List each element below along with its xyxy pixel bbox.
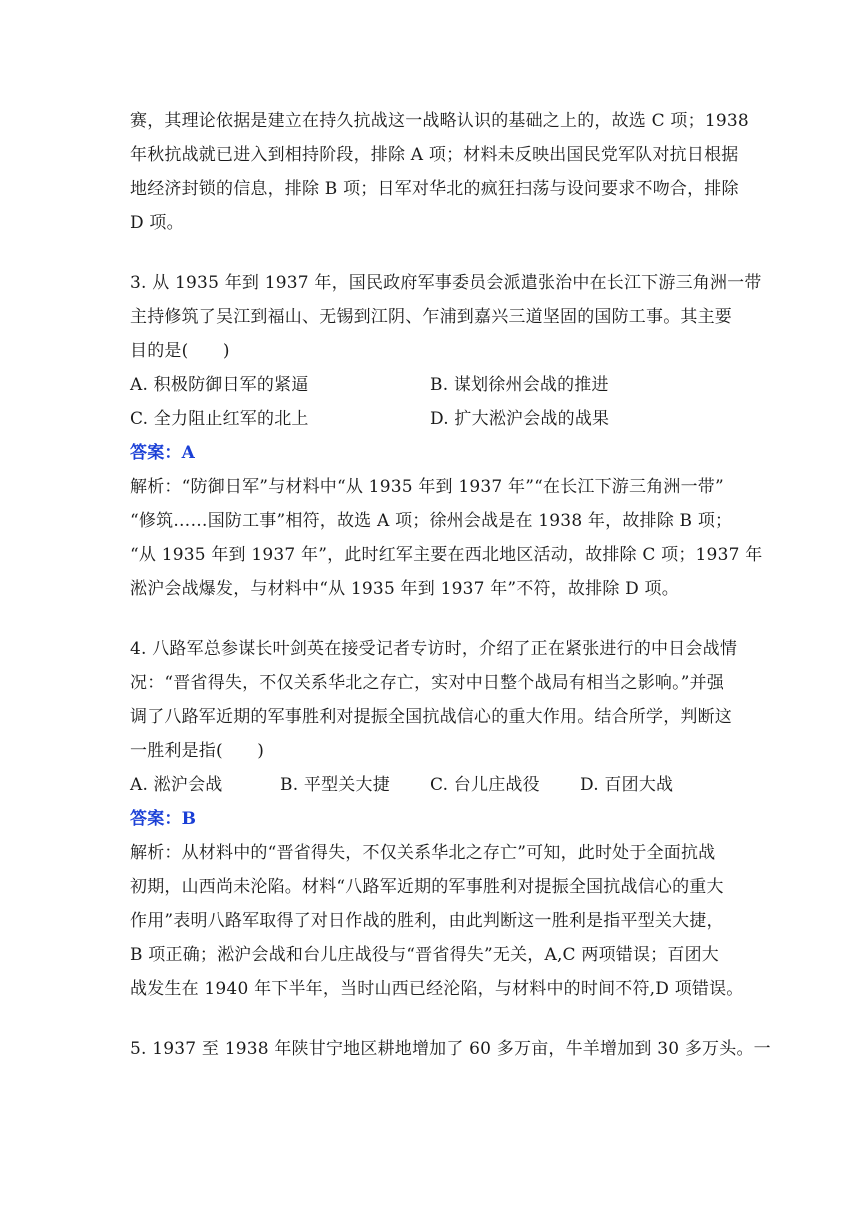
prev-analysis <box>130 104 749 240</box>
question-4 <box>130 632 744 1006</box>
options-row <box>130 402 734 436</box>
answer-label: 答案：B <box>130 809 197 829</box>
option-a: A. 淞沪会战 <box>130 775 223 795</box>
question-stem: 主持修筑了吴江到福山、无锡到江阴、乍浦到嘉兴三道坚固的国防工事。其主要 <box>130 307 732 327</box>
document-page <box>130 104 771 1066</box>
analysis-line: 解析：“防御日军”与材料中“从 1935 年到 1937 年”“在长江下游三角洲一带” <box>130 477 724 497</box>
question-stem: 一胜利是指( ) <box>130 741 265 761</box>
analysis-line: 作用”表明八路军取得了对日作战的胜利，由此判断这一胜利是指平型关大捷， <box>130 911 724 931</box>
analysis-line: 淞沪会战爆发，与材料中“从 1935 年到 1937 年”不符，故排除 D 项。 <box>130 579 679 599</box>
analysis-line: “修筑……国防工事”相符，故选 A 项；徐州会战是在 1938 年，故排除 B 项； <box>130 511 733 531</box>
question-stem: 目的是( ) <box>130 341 230 361</box>
text-line: 年秋抗战就已进入到相持阶段，排除 A 项；材料未反映出国民党军队对抗日根据 <box>130 145 739 165</box>
options-row <box>130 368 734 402</box>
analysis-line: B 项正确；淞沪会战和台儿庄战役与“晋省得失”无关，A,C 两项错误；百团大 <box>130 945 719 965</box>
text-line: D 项。 <box>130 213 184 233</box>
analysis-line: 战发生在 1940 年下半年，当时山西已经沦陷，与材料中的时间不符,D 项错误。 <box>130 979 744 999</box>
option-a: A. 积极防御日军的紧逼 <box>130 375 309 395</box>
question-stem: 调了八路军近期的军事胜利对提振全国抗战信心的重大作用。结合所学，判断这 <box>130 707 732 727</box>
question-stem: 5. 1937 至 1938 年陕甘宁地区耕地增加了 60 多万亩，牛羊增加到 30 多万头。一 <box>130 1039 771 1059</box>
answer-label: 答案：A <box>130 443 195 463</box>
analysis-line: 初期，山西尚未沦陷。材料“八路军近期的军事胜利对提振全国抗战信心的重大 <box>130 877 724 897</box>
question-stem: 4. 八路军总参谋长叶剑英在接受记者专访时，介绍了正在紧张进行的中日会战情 <box>130 639 738 659</box>
options-row <box>130 768 734 802</box>
option-b: B. 谋划徐州会战的推进 <box>430 375 609 395</box>
question-stem: 3. 从 1935 年到 1937 年，国民政府军事委员会派遣张治中在长江下游三角洲一带 <box>130 273 762 293</box>
option-d: D. 扩大淞沪会战的战果 <box>430 409 610 429</box>
analysis-line: 解析：从材料中的“晋省得失，不仅关系华北之存亡”可知，此时处于全面抗战 <box>130 843 716 863</box>
option-c: C. 全力阻止红军的北上 <box>130 409 309 429</box>
analysis-line: “从 1935 年到 1937 年”，此时红军主要在西北地区活动，故排除 C 项；1937 年 <box>130 545 763 565</box>
question-3 <box>130 266 763 606</box>
question-stem: 况：“晋省得失，不仅关系华北之存亡，实对中日整个战局有相当之影响。”并强 <box>130 673 725 693</box>
text-line: 地经济封锁的信息，排除 B 项；日军对华北的疯狂扫荡与设问要求不吻合，排除 <box>130 179 739 199</box>
text-line: 赛，其理论依据是建立在持久抗战这一战略认识的基础之上的，故选 C 项；1938 <box>130 111 749 131</box>
question-5 <box>130 1032 771 1066</box>
option-c: C. 台儿庄战役 <box>430 775 540 795</box>
option-d: D. 百团大战 <box>580 775 674 795</box>
option-b: B. 平型关大捷 <box>280 775 390 795</box>
